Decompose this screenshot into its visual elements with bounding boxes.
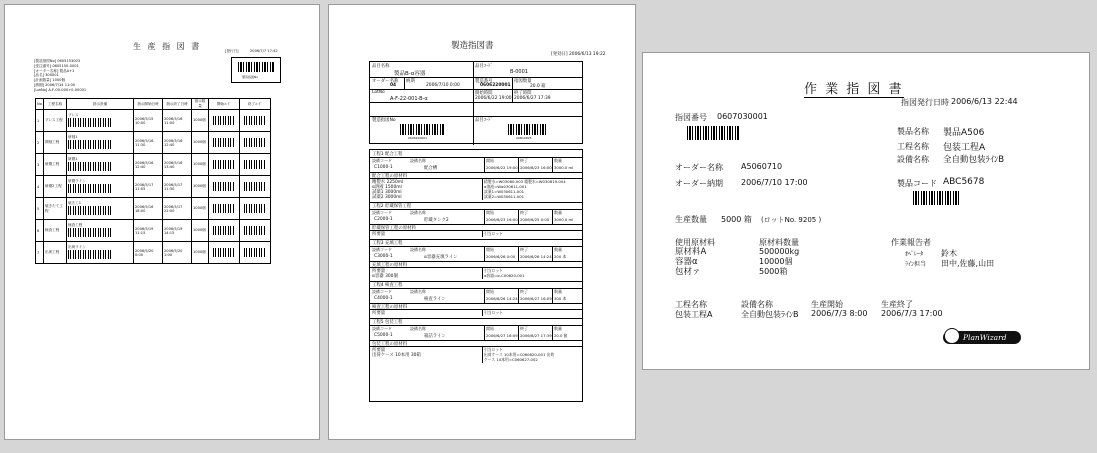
- barcode-cell: [209, 154, 240, 176]
- material-title: 充填工程の原材料: [372, 263, 408, 268]
- material-title: 包装工程の原材料: [372, 342, 408, 347]
- item-code: B-0001: [510, 69, 528, 75]
- material-title: 配合工程の原材料: [372, 174, 408, 179]
- col-label: 数量: [554, 289, 562, 294]
- row-start: 2006/5/15 10:00: [134, 110, 163, 132]
- barcode: [68, 206, 112, 215]
- row-process-name: 研磨工程: [44, 154, 67, 176]
- label: オーダー名称: [372, 79, 399, 84]
- label: 納期: [406, 79, 415, 84]
- material-title: 検査工程の原材料: [372, 305, 408, 310]
- row-no: 7: [36, 242, 44, 264]
- start: 2006/6/22 19:00: [475, 96, 512, 101]
- table-row: [36, 176, 271, 198]
- barcode: [68, 118, 112, 127]
- page1-barcode-box: [231, 57, 281, 83]
- qty: 20.0 箱: [530, 84, 546, 89]
- barcode-cell: [240, 198, 271, 220]
- barcode: [68, 140, 112, 149]
- process: 包装工程A: [943, 143, 986, 153]
- lot-item: 精製水=W03060-003 精製水=W030619-004: [484, 179, 566, 184]
- row-end: 2006/5/16 11:00: [163, 110, 192, 132]
- material-title: 貯蔵保管工程の原材料: [372, 226, 416, 231]
- row-end: 2006/5/16 13:40: [163, 154, 192, 176]
- document-page-2: [328, 4, 636, 440]
- barcode: [400, 124, 444, 135]
- label: 指図番号: [675, 113, 707, 122]
- mono: 0606220001: [480, 83, 511, 88]
- step-qty: 200 本: [554, 254, 567, 259]
- col-label: 開始: [486, 210, 494, 215]
- step-start: 2006/6/22 19:00: [486, 165, 518, 170]
- col-label: 開始: [486, 326, 494, 331]
- step-start: 2006/6/26 0:00: [486, 254, 516, 259]
- row-process-name: 研磨2工程: [44, 176, 67, 198]
- barcode-caption: 製造指図No: [242, 75, 259, 79]
- col-label: 設備コード: [372, 289, 392, 294]
- col-label: 設備名称: [410, 289, 426, 294]
- label: 製造番号: [475, 79, 493, 84]
- barcode: [244, 182, 266, 191]
- qty: 5000 箱: [721, 215, 752, 224]
- step-end: 2006/6/26 14:24: [520, 254, 552, 259]
- col-label: 設備コード: [372, 210, 392, 215]
- step-eq-name: 検査ライン: [424, 297, 446, 302]
- step-eq-code: C4000-1: [374, 296, 393, 301]
- row-no: 5: [36, 198, 44, 220]
- col-label: 終了: [520, 289, 528, 294]
- material-item: α溶液 1500ml: [372, 185, 402, 190]
- table-header-row: [36, 99, 271, 110]
- label: ﾗｲﾝ担当: [905, 261, 927, 268]
- lot-item: 試薬2=W030611-001: [484, 194, 525, 199]
- col-label: 数量: [554, 247, 562, 252]
- line-staff: 田中,佐藤,山田: [941, 259, 995, 268]
- row-process-name: 検査工程: [44, 220, 67, 242]
- info-line: [オーダー名称] 製品A+1: [34, 68, 75, 73]
- lot-item: α溶液=Wα030611-001: [484, 184, 527, 189]
- barcode-cell: [209, 110, 240, 132]
- label: 製品名称: [897, 127, 929, 136]
- issue-date: 2006/6/13 22:44: [951, 97, 1018, 106]
- footer-value: 2006/7/3 8:00: [811, 309, 868, 318]
- barcode-cell: [240, 176, 271, 198]
- page1-info: [34, 59, 86, 93]
- footer-label: 設備名称: [741, 300, 773, 309]
- col-header: 指示終了日時: [163, 99, 192, 110]
- label: ｵﾍﾟﾚｰﾀ: [905, 251, 924, 258]
- col-label: 設備コード: [372, 158, 392, 163]
- planwizard-logo: [943, 331, 1021, 344]
- row-qty: 1000個: [192, 198, 209, 220]
- barcode: [213, 248, 235, 257]
- row-start: 2006/5/16 12:40: [134, 154, 163, 176]
- row-qty: 1000個: [192, 176, 209, 198]
- col-header: No: [36, 99, 44, 110]
- row-no: 4: [36, 176, 44, 198]
- col-header: 指示設備: [67, 99, 134, 110]
- barcode-cell: [209, 198, 240, 220]
- row-qty: 1000個: [192, 132, 209, 154]
- lot-item: 引当ロット: [484, 268, 503, 273]
- material-item: 試薬1 3000ml: [372, 190, 402, 195]
- material-item: 精製水 2250ml: [372, 180, 404, 185]
- step-eq-code: C3000-1: [374, 254, 393, 259]
- barcode: [213, 160, 235, 169]
- step-title: 工程1 配合工程: [372, 152, 403, 157]
- material-item: 試薬2 3000ml: [372, 195, 402, 200]
- footer-label: 工程名称: [675, 300, 707, 309]
- footer-value: 全自動包装ﾗｲﾝB: [741, 310, 799, 319]
- footer-label: 生産開始: [811, 300, 843, 309]
- material-qty: 5000箱: [759, 267, 788, 276]
- col-header: 工程名称: [44, 99, 67, 110]
- row-equipment: [67, 198, 134, 220]
- barcode: [244, 248, 266, 257]
- material-names: [675, 247, 706, 277]
- step-eq-name: 配合槽: [424, 166, 438, 171]
- lot-item: 試薬1=W030611-001: [484, 189, 525, 194]
- barcode-cell: [240, 110, 271, 132]
- step-qty: 300 本: [554, 296, 567, 301]
- row-equipment-label: 研磨ライン: [68, 179, 86, 183]
- col-label: 設備名称: [410, 210, 426, 215]
- barcode: [68, 250, 112, 259]
- lot-item: α容器=α-C00620-001: [484, 273, 525, 278]
- lot: (ロットNo. 9205 ): [761, 216, 822, 224]
- info-line: [計画数量] 1000個: [34, 78, 66, 83]
- row-process-name: 出荷工程: [44, 242, 67, 264]
- step-eq-name: 箱詰ライン: [424, 334, 446, 339]
- info-line: [納期] 2006/7/14 11:00: [34, 82, 76, 87]
- row-qty: 1000個: [192, 110, 209, 132]
- lot-item: 出荷ケース 10本用=C060620-001 出荷: [484, 352, 555, 357]
- label: 設備名称: [897, 155, 929, 164]
- col-label: 終了: [520, 326, 528, 331]
- col-label: 数量: [554, 210, 562, 215]
- step-end: 2006/6/25 0:00: [520, 217, 550, 222]
- lot-item: 引当ロット: [484, 310, 503, 315]
- table-row: [36, 198, 271, 220]
- row-equipment: [67, 132, 134, 154]
- col-label: 設備名称: [410, 158, 426, 163]
- row-process-name: 開削工程: [44, 132, 67, 154]
- row-equipment: [67, 176, 134, 198]
- step-qty: 20.0 箱: [554, 333, 568, 338]
- header-box: [369, 61, 583, 144]
- col-label: 終了: [520, 210, 528, 215]
- order: 04: [390, 83, 397, 88]
- material-qty: 10000個: [759, 257, 793, 266]
- barcode: [238, 62, 274, 72]
- row-equipment-label: プレス: [68, 113, 79, 117]
- footer-value: 2006/7/3 17:00: [881, 309, 943, 318]
- label: 使用原材料: [675, 238, 715, 247]
- row-qty: 1000個: [192, 220, 209, 242]
- row-end: 2006/5/17 11:30: [163, 176, 192, 198]
- barcode-cell: [240, 132, 271, 154]
- barcode: [244, 138, 266, 147]
- step-end: 2006/6/27 16:09: [520, 296, 552, 301]
- page3-title: 作 業 指 図 書: [804, 78, 904, 98]
- label: 品目名称: [372, 64, 390, 69]
- info-line: [製造指図No] 0605153003: [34, 59, 81, 63]
- step-title: 工程5 包装工程: [372, 320, 403, 325]
- barcode: [213, 138, 235, 147]
- col-label: 開始: [486, 247, 494, 252]
- barcode: [68, 184, 112, 193]
- row-end: 2006/5/16 12:40: [163, 132, 192, 154]
- barcode: [68, 228, 112, 237]
- label: オーダー納期: [675, 179, 723, 188]
- row-equipment: [67, 154, 134, 176]
- barcode-cell: [240, 154, 271, 176]
- barcode-cell: [209, 242, 240, 264]
- lot-item: 引当ロット: [484, 231, 503, 236]
- step-end: 2006/6/27 17:39: [520, 333, 552, 338]
- label: 製造指図No: [372, 118, 396, 123]
- row-process-name: プレス工程: [44, 110, 67, 132]
- col-label: 数量: [554, 158, 562, 163]
- row-process-name: 焼きたて工程: [44, 198, 67, 220]
- label: LotNo: [372, 90, 385, 95]
- barcode-cell: [209, 220, 240, 242]
- operator: 鈴木: [941, 249, 957, 258]
- footer-label: 生産終了: [881, 300, 913, 309]
- col-header: 指示数量: [192, 99, 209, 110]
- step-qty: 3000.0 ml: [554, 165, 574, 170]
- table-row: [36, 242, 271, 264]
- barcode: [508, 124, 548, 135]
- order-name: A5060710: [741, 162, 783, 171]
- page2-issue: [発効日] 2006/6/13 19:22: [551, 52, 606, 57]
- step-title: 工程3 充填工程: [372, 241, 403, 246]
- material-item: α容器 300個: [372, 274, 398, 279]
- row-equipment-label: 出荷ライン: [68, 245, 86, 249]
- end: 2006/6/27 17:39: [514, 96, 551, 101]
- table-row: [36, 220, 271, 242]
- barcode: [213, 182, 235, 191]
- step-eq-code: C5000-1: [374, 333, 393, 338]
- steps-box: [369, 149, 583, 402]
- row-start: 2006/5/20 0:00: [134, 242, 163, 264]
- page2-title: 製造指図書: [451, 41, 494, 51]
- barcode-cell: [209, 176, 240, 198]
- lot-item: 引当ロット: [484, 347, 503, 352]
- barcode-cell: [240, 242, 271, 264]
- due: 2006/7/10 0:00: [426, 83, 460, 88]
- step-qty: 3000.0 ml: [554, 217, 574, 222]
- row-qty: 1000個: [192, 242, 209, 264]
- logo-text: PlanWizard: [963, 333, 1007, 342]
- material-name: 包材ァ: [675, 267, 701, 277]
- row-no: 6: [36, 220, 44, 242]
- barcode: [244, 226, 266, 235]
- barcode-cell: [209, 132, 240, 154]
- label: 終了時間: [514, 91, 532, 96]
- step-eq-code: C1000-1: [374, 165, 393, 170]
- equipment: 全自動包装ﾗｲﾝB: [943, 155, 1005, 165]
- material-item: 所要量: [372, 269, 386, 274]
- label: オーダー名称: [675, 163, 723, 172]
- page1-issue-label: [発行日]: [225, 49, 239, 53]
- row-equipment-label: 研削1: [68, 135, 78, 139]
- info-line: [受注番号] 0605150-0001: [34, 63, 79, 68]
- row-equipment: [67, 220, 134, 242]
- row-start: 2006/5/17 11:05: [134, 176, 163, 198]
- material-qtys: [759, 247, 799, 277]
- row-no: 1: [36, 110, 44, 132]
- row-end: 2006/5/20 1:00: [163, 242, 192, 264]
- step-eq-name: 貯蔵タンク2: [424, 218, 449, 223]
- col-label: 開始: [486, 158, 494, 163]
- label: 指図発行日時: [901, 98, 949, 107]
- info-line: [LotNo] A-F-00-000+0-00001: [34, 87, 87, 92]
- globe-icon: [944, 328, 960, 344]
- row-equipment-label: 検査工程: [68, 223, 83, 227]
- barcode-caption: 0606220001: [408, 136, 428, 140]
- barcode: [244, 116, 266, 125]
- document-page-1: [4, 4, 320, 440]
- col-label: 設備名称: [410, 326, 426, 331]
- row-start: 2006/5/16 11:30: [134, 132, 163, 154]
- table-row: [36, 132, 271, 154]
- col-label: 終了: [520, 247, 528, 252]
- row-no: 2: [36, 132, 44, 154]
- barcode: [68, 162, 112, 171]
- label: 生産数量: [675, 215, 707, 224]
- item-name: 製品B-α容器: [394, 71, 426, 77]
- step-title: 工程2 貯蔵保管工程: [372, 204, 412, 209]
- barcode: [913, 191, 961, 205]
- barcode: [213, 116, 235, 125]
- step-eq-name: α容器充填ライン: [424, 255, 458, 260]
- material-item: 所要量: [372, 311, 386, 316]
- barcode-cell: [240, 220, 271, 242]
- info-line: [品名] 300001: [34, 73, 59, 78]
- step-title: 工程4 検査工程: [372, 283, 403, 288]
- step-start: 2006/6/27 16:09: [486, 333, 518, 338]
- row-qty: 1000個: [192, 154, 209, 176]
- label: 工程名称: [897, 142, 929, 151]
- label: 原材料数量: [759, 238, 799, 247]
- col-label: 開始: [486, 289, 494, 294]
- col-header: 開始ｺｰﾄﾞ: [209, 99, 240, 110]
- row-equipment: [67, 110, 134, 132]
- lot-item: ケース 10本用=C060627-002: [484, 357, 538, 362]
- row-equipment-label: 研磨1: [68, 157, 78, 161]
- row-end: 2006/5/17 22:00: [163, 198, 192, 220]
- barcode-caption: A6B10825: [516, 136, 532, 140]
- material-item: 所要量: [372, 232, 386, 237]
- material-qty: 500000kg: [759, 247, 800, 256]
- label: 開始時間: [475, 91, 493, 96]
- row-equipment: [67, 242, 134, 264]
- product-code: ABC5678: [943, 177, 985, 187]
- row-equipment-label: 焼き工1: [68, 201, 82, 205]
- table-row: [36, 110, 271, 132]
- col-label: 設備コード: [372, 326, 392, 331]
- label: 品目ｺｰﾄﾞ: [475, 64, 493, 69]
- step-eq-code: C2000-1: [374, 217, 393, 222]
- label: 製品コード: [897, 179, 937, 188]
- document-page-3: [642, 52, 1090, 370]
- label: 品目ｺｰﾄﾞ: [475, 118, 493, 123]
- material-item: 出荷ケース 10本用 30箱: [372, 353, 421, 358]
- page1-title: 生 産 指 図 書: [133, 42, 202, 51]
- step-end: 2006/6/23 16:00: [520, 165, 552, 170]
- barcode: [687, 126, 739, 140]
- barcode: [213, 204, 235, 213]
- lot: A-F-22-001-B-α: [390, 96, 428, 102]
- barcode: [213, 226, 235, 235]
- col-label: 設備コード: [372, 247, 392, 252]
- col-header: 終了ｺｰﾄﾞ: [240, 99, 271, 110]
- product: 製品A506: [943, 128, 985, 138]
- col-label: 数量: [554, 326, 562, 331]
- table-row: [36, 154, 271, 176]
- col-header: 指示開始日時: [134, 99, 163, 110]
- barcode: [244, 160, 266, 169]
- step-start: 2006/6/23 16:00: [486, 217, 518, 222]
- row-start: 2006/5/16 18:00: [134, 198, 163, 220]
- col-label: 終了: [520, 158, 528, 163]
- step-start: 2006/6/26 14:24: [486, 296, 518, 301]
- label: 指図数量: [514, 79, 532, 84]
- col-label: 設備名称: [410, 247, 426, 252]
- row-start: 2006/5/19 11:15: [134, 220, 163, 242]
- material-item: 所要量: [372, 348, 386, 353]
- page1-issue-date: 2006/7/7 17:42: [250, 49, 278, 53]
- barcode: [244, 204, 266, 213]
- footer-value: 包装工程A: [675, 310, 713, 319]
- material-name: 容器α: [675, 257, 698, 267]
- row-no: 3: [36, 154, 44, 176]
- due: 2006/7/10 17:00: [741, 178, 808, 187]
- process-table: [35, 98, 271, 264]
- material-name: 原材料A: [675, 247, 707, 257]
- label: 作業報告者: [891, 238, 931, 247]
- row-end: 2006/5/19 14:15: [163, 220, 192, 242]
- order-no: 0607030001: [717, 112, 768, 121]
